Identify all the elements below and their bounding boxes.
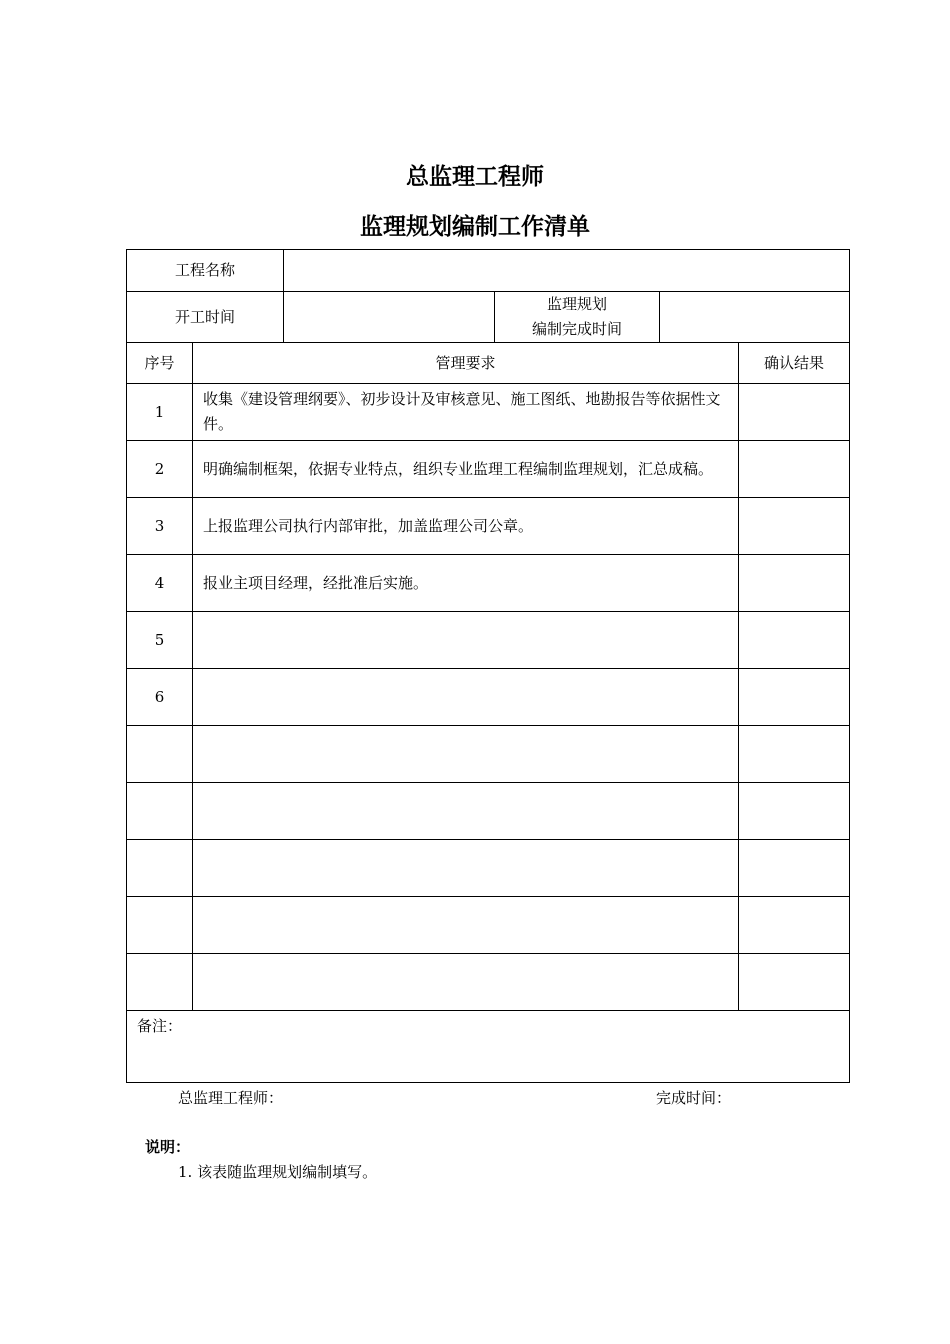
row-11-result[interactable] (739, 954, 849, 1011)
row-8-result[interactable] (739, 783, 849, 840)
column-header-result: 确认结果 (739, 343, 849, 384)
completion-time-label (495, 292, 660, 343)
row-4-text: 报业主项目经理，经批准后实施。 (203, 573, 429, 592)
project-name-label: 工程名称 (127, 250, 284, 292)
row-3-text: 上报监理公司执行内部审批，加盖监理公司公章。 (203, 516, 534, 535)
row-2-no: 2 (127, 441, 193, 498)
row-3-no: 3 (127, 498, 193, 555)
completion-label-line1: 监理规划 (546, 295, 607, 313)
remarks-label: 备注： (137, 1017, 183, 1035)
column-header-no: 序号 (127, 343, 193, 384)
column-header-requirement: 管理要求 (193, 343, 739, 384)
chief-engineer-signature-label: 总监理工程师： (178, 1089, 284, 1107)
row-2-text: 明确编制框架，依据专业特点，组织专业监理工程编制监理规划，汇总成稿。 (203, 459, 714, 478)
row-8-no[interactable] (127, 783, 193, 840)
row-10-requirement[interactable] (193, 897, 739, 954)
project-name-field[interactable] (284, 250, 849, 292)
row-7-no[interactable] (127, 726, 193, 783)
remarks-area[interactable] (127, 1011, 849, 1082)
row-6-no: 6 (127, 669, 193, 726)
row-9-result[interactable] (739, 840, 849, 897)
row-1-result[interactable] (739, 384, 849, 441)
row-8-requirement[interactable] (193, 783, 739, 840)
row-11-requirement[interactable] (193, 954, 739, 1011)
row-4-requirement (193, 555, 739, 612)
row-3-result[interactable] (739, 498, 849, 555)
row-5-no: 5 (127, 612, 193, 669)
row-10-result[interactable] (739, 897, 849, 954)
row-2-requirement (193, 441, 739, 498)
row-4-no: 4 (127, 555, 193, 612)
completion-time-field[interactable] (660, 292, 849, 343)
notes-item-1: 1. 该表随监理规划编制填写。 (178, 1163, 378, 1181)
start-time-label: 开工时间 (127, 292, 284, 343)
completion-label-line2: 编制完成时间 (531, 320, 622, 338)
row-5-result[interactable] (739, 612, 849, 669)
row-11-no[interactable] (127, 954, 193, 1011)
row-9-no[interactable] (127, 840, 193, 897)
document-title: 总监理工程师 (406, 164, 544, 190)
row-1-requirement (193, 384, 739, 441)
row-6-requirement[interactable] (193, 669, 739, 726)
completion-time-signature-label: 完成时间： (656, 1089, 732, 1107)
notes-title: 说明： (145, 1138, 191, 1156)
row-7-requirement[interactable] (193, 726, 739, 783)
document-subtitle: 监理规划编制工作清单 (360, 214, 590, 240)
row-6-result[interactable] (739, 669, 849, 726)
row-9-requirement[interactable] (193, 840, 739, 897)
row-4-result[interactable] (739, 555, 849, 612)
row-5-requirement[interactable] (193, 612, 739, 669)
worklist-form (126, 249, 850, 1083)
row-2-result[interactable] (739, 441, 849, 498)
row-1-no: 1 (127, 384, 193, 441)
row-1-text: 收集《建设管理纲要》、初步设计及审核意见、施工图纸、地勘报告等依据性文件。 (203, 390, 721, 433)
row-10-no[interactable] (127, 897, 193, 954)
row-3-requirement (193, 498, 739, 555)
row-7-result[interactable] (739, 726, 849, 783)
start-time-field[interactable] (284, 292, 495, 343)
